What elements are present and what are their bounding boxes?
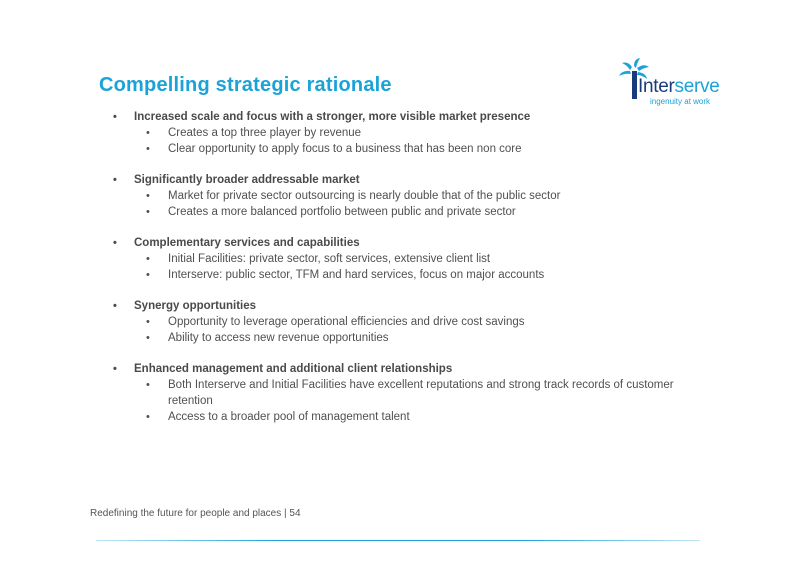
slide-title: Compelling strategic rationale: [99, 74, 392, 96]
section-heading: [113, 235, 713, 251]
list-item: [113, 141, 713, 157]
sub-list: [113, 125, 713, 157]
bullet-icon: •: [113, 111, 117, 123]
list-item-text: Ability to access new revenue opportunities: [168, 332, 389, 344]
list-item: [113, 188, 713, 204]
list-item-text: Creates a top three player by revenue: [168, 127, 362, 139]
bullet-icon: •: [146, 411, 150, 423]
section-services: [113, 235, 713, 283]
list-item: [113, 409, 713, 425]
sub-list: [113, 314, 713, 346]
list-item: [113, 204, 713, 220]
rationale-list: [113, 109, 713, 440]
logo-wordmark: [638, 76, 720, 98]
section-market: [113, 172, 713, 220]
logo-word-start: Inter: [638, 76, 675, 97]
list-item-text: Initial Facilities: private sector, soft services, extensive client list: [168, 253, 491, 265]
list-item: [113, 330, 713, 346]
section-heading-text: Synergy opportunities: [134, 300, 257, 312]
list-item-text: Opportunity to leverage operational efficiencies and drive cost savings: [168, 316, 525, 328]
list-item: [113, 377, 713, 409]
section-heading-text: Enhanced management and additional client relationships: [134, 363, 453, 375]
bullet-icon: •: [146, 316, 150, 328]
section-heading-text: Complementary services and capabilities: [134, 237, 360, 249]
section-heading-text: Significantly broader addressable market: [134, 174, 360, 186]
list-item: [113, 251, 713, 267]
bullet-icon: •: [146, 206, 150, 218]
section-heading: [113, 109, 713, 125]
bullet-icon: •: [113, 237, 117, 249]
list-item: [113, 125, 713, 141]
list-item: [113, 314, 713, 330]
list-item-text: Both Interserve and Initial Facilities have excellent reputations and strong track records of customer retention: [168, 379, 674, 407]
bullet-icon: •: [146, 379, 150, 391]
logo-word-end: serve: [674, 76, 720, 97]
list-item-text: Access to a broader pool of management talent: [168, 411, 410, 423]
slide-footer: Redefining the future for people and places | 54: [90, 508, 301, 519]
bullet-icon: •: [146, 269, 150, 281]
list-item-text: Creates a more balanced portfolio between public and private sector: [168, 206, 516, 218]
section-management: [113, 361, 713, 425]
section-synergy: [113, 298, 713, 346]
list-item-text: Clear opportunity to apply focus to a business that has been non core: [168, 143, 522, 155]
list-item-text: Market for private sector outsourcing is nearly double that of the public sector: [168, 190, 561, 202]
bullet-icon: •: [146, 190, 150, 202]
footer-divider: [96, 540, 700, 541]
section-heading: [113, 298, 713, 314]
bullet-icon: •: [113, 174, 117, 186]
bullet-icon: •: [113, 300, 117, 312]
list-item: [113, 267, 713, 283]
bullet-icon: •: [146, 143, 150, 155]
sub-list: [113, 377, 713, 425]
bullet-icon: •: [113, 363, 117, 375]
bullet-icon: •: [146, 253, 150, 265]
sub-list: [113, 188, 713, 220]
section-heading: [113, 361, 713, 377]
sub-list: [113, 251, 713, 283]
bullet-icon: •: [146, 127, 150, 139]
logo-tagline: ingenuity at work: [650, 97, 711, 106]
list-item-text: Interserve: public sector, TFM and hard services, focus on major accounts: [168, 269, 545, 281]
section-heading: [113, 172, 713, 188]
section-scale: [113, 109, 713, 157]
section-heading-text: Increased scale and focus with a stronger, more visible market presence: [134, 111, 531, 123]
bullet-icon: •: [146, 332, 150, 344]
